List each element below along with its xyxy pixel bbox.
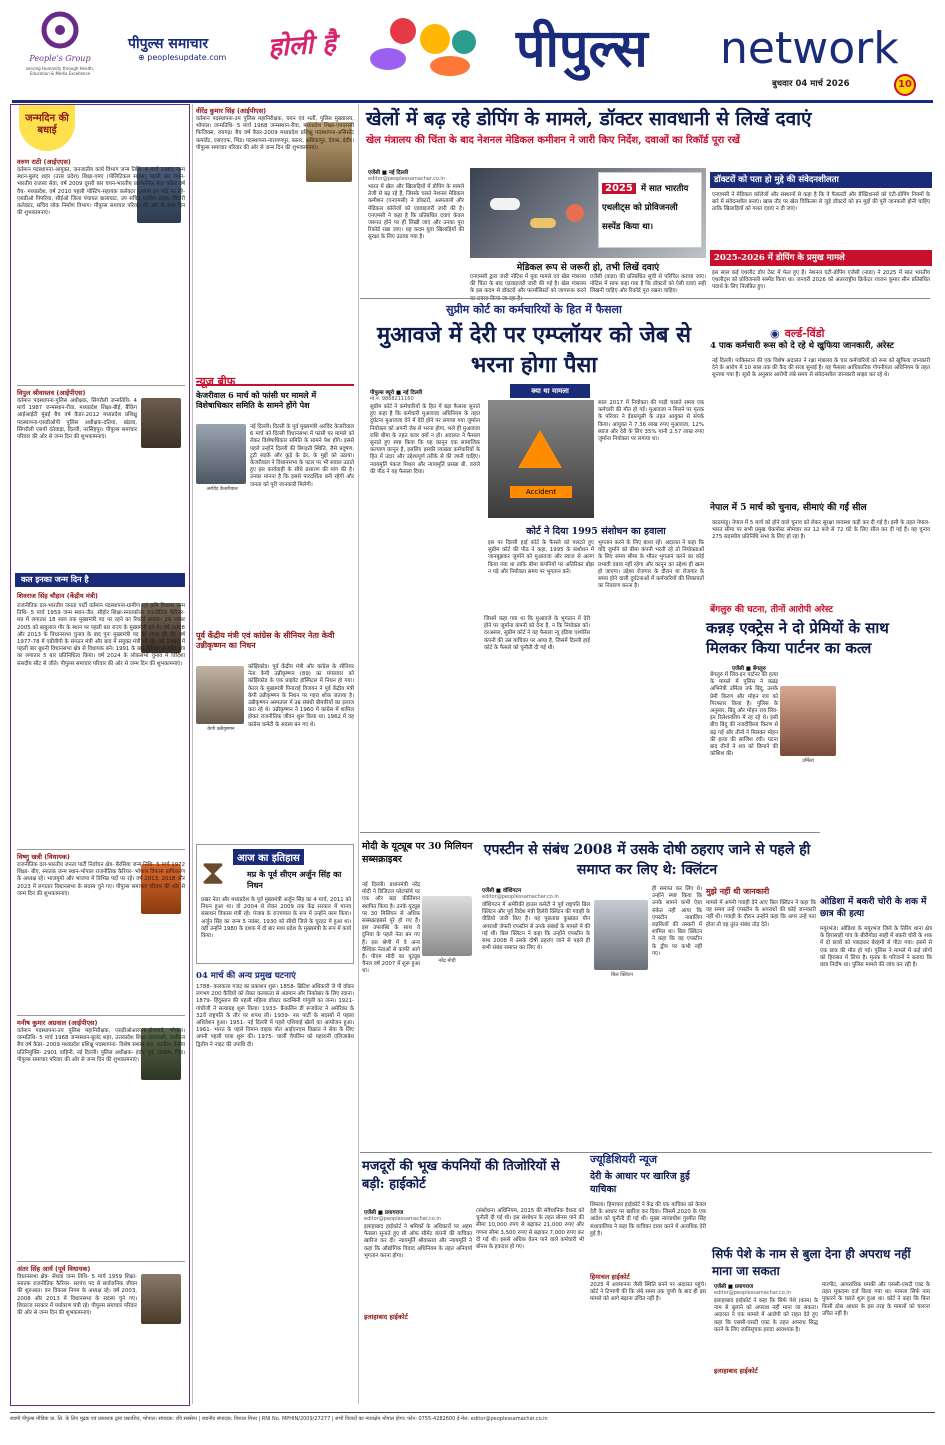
profession-story [710,1246,932,1408]
world2-headline: नेपाल में 5 मार्च को चुनाव, सीमाएं की गईं सील [710,503,867,513]
peoples-group-logo-icon [40,10,80,50]
globe-icon: ⊕ [138,53,145,62]
hunger-headline: मजदूरों की भूख कंपनियों की तिजोरियों से बड़ी: हाईकोर्ट [362,1159,560,1192]
odisha-story [820,896,932,1242]
clinton-body2: ही समाप्त कर लिए थे। उन्होंने स्पष्ट किया कि उनके सामने कभी ऐसा संकेत नहीं आया कि एपस्टीन नाबालिग लड़कियों की तस्करी में शामिल था। बिल क्लिंटन ने कहा कि वह एपस्टीन के द्वीप पर कभी नहीं गए। [652,886,702,957]
tomorrow-birthday-text: कल इनका जन्म दिन है [21,575,89,584]
paper-name: पीपुल्स समाचार [128,36,209,52]
brief1-headline: केजरीवाल 6 मार्च को फांसी घर मामले में विशेषाधिकार समिति के सामने होंगे पेश [196,390,317,410]
accident-label: Accident [510,486,572,498]
hunger-body: इलाहाबाद हाईकोर्ट ने श्रमिकों के अधिकारों पर अहम फैसला सुनाते हुए सी ऑफ सीमेंट कंपनी की याचिका खारिज कर दी। न्यायमूर्ति श्रीवास्तव और न्यायमूर्ति ने कहा कि औद्योगिक विवाद अधिनियम के तहत अनिवार्य भुगतान करना होगा। [364,1224,472,1259]
bengaluru-body-col2 [840,672,930,882]
holi-banner: होली है [267,28,337,64]
brief1-body: नई दिल्ली। दिल्ली के पूर्व मुख्यमंत्री अरविंद केजरीवाल 6 मार्च को दिल्ली विधानसभा में फांसी घर मामले को लेकर विशेषाधिकार समिति के सामने पेश होंगे। इससे पहले उन्होंने दिल्ली की बिगड़ती स्थिति, जैसे प्रदूषण, टूटी सड़कें और कूड़े के ढेर, के मुद्दों को उठाया। केजरीवाल ने विधानसभा के पटल पर भी सवाल उठाते हुए इस कार्यवाही के सीधे प्रसारण की मांग की है। उनका मानना है कि इससे पारदर्शिता बनी रहेगी और जनता को पूरी जानकारी मिलेगी। [250,424,354,488]
profession-body: इलाहाबाद हाईकोर्ट ने कहा कि सिर्फ पेशे (काम) के नाम से बुलाने को अपराध नहीं माना जा सकता। अदालत ने एक मामले में आरोपी को राहत देते हुए कहा कि एससी-एसटी एक्ट के तहत अपराध सिद्ध करने के लिए जातिसूचक इरादा आवश्यक है। [714,1298,818,1333]
stat-year: 2025 [602,183,636,194]
judiciary-body: शिमला। हिमाचल हाईकोर्ट ने केंद्र की एक याचिका को केवल देरी के आधार पर खारिज कर दिया। जिसमें 2020 के एक आदेश को चुनौती दी गई थी। मुख्य न्यायाधीश गुरमीत सिंह संधावालिया ने कहा कि याचिका दायर करने में अत्यधिक देरी हुई है। [590,1202,706,1237]
person-bio: राजनीतिक दल-भारतीय जनता पार्टी निर्वाचन क्षेत्र- बैरसिया जन्म तिथि- 5 मार्च 1972 शिक्षा- बीए, स्नातक जन्म स्थान-भोपाल राजनीतिक कैरियर- भोपाल विकास प्राधिकरण के अध्यक्ष रहे। भाजयुमो और भाजपा में विभिन्न पदों पर रहे। वर्ष 2013, 2018 और 2023 में लगातार विधानसभा के सदस्य चुने गए। पीपुल्स समाचार परिवार की ओर से जन्म दिन की शुभकामनाएं। [17,862,185,897]
kejriwal-caption: अरविंद केजरीवाल [206,487,238,492]
section-rule [360,832,820,833]
person-name: मनीष कुमार अग्रवाल (आईपीएस) [17,1019,98,1027]
person-bio: विधानसभा क्षेत्र- सेंधवा जन्म तिथि- 5 मार्च 1959 शिक्षा-स्नातक राजनीतिक कैरियर- सरपंच पद से सार्वजनिक जीवन की शुरुआत। वन विकास निगम के अध्यक्ष रहे। वर्ष 2003, 2008 और 2013 में विधानसभा के सदस्य चुने गए। शिवराज सरकार में पर्यावरण मंत्री रहे। पीपुल्स समाचार परिवार की ओर से जन्म दिन की शुभकामनाएं। [17,1274,137,1317]
unnikrishnan-caption: केपी उन्नीकृष्णन [207,727,235,732]
history-label: आज का इतिहास [233,849,304,865]
top-story-body [360,168,710,298]
sc-box-label: क्या था मामला [510,384,590,398]
person-name: विष्णु खत्री (विधायक) [17,853,70,861]
news-brief-label-text: न्यूज ब्रीफ [196,375,236,388]
website [138,53,226,62]
clinton-email: editor@peoplessamachar.co.in [482,894,559,900]
clinton-sub-body: मामले में अपनी गवाही देने आए बिल क्लिंटन ने कहा कि वह समय उन्हें एपस्टीन के अपराधों की कोई जानकारी नहीं थी। गवाही के दौरान उन्होंने कहा कि अगर उन्हें पता होता तो वह तुरंत संबंध तोड़ देते। [706,900,816,928]
clinton-caption: बिल क्लिंटन [611,972,633,978]
birthday-entry [17,1261,185,1401]
top-story-col2: एनएमसी द्वारा जारी नोटिस में युवा मामले एवं खेल मंत्रालय की चिंता के बाद एडवाइजरी जारी की गई है। खेल मंत्रालय के इस कदम से डॉक्टरों और फार्मासिस्टों को जागरूक करने [470,274,586,295]
network-title-english: network [720,23,899,74]
sc-box-body: साल 2017 में नियोक्ता की गाड़ी चलाते समय एक कर्मचारी की मौत हो गई। मुआवजा न मिलने पर मृतक के परिवार ने ईडब्ल्यूसी के तहत आयुक्त से संपर्क किया। आयुक्त ने 7.36 लाख रुपए मुआवजा, 12% ब्याज और देरी के लिए 35% यानी 2.57 लाख रुपए जुर्माना नियोक्ता पर लगाया था। [598,400,704,443]
modi-story [360,838,474,1152]
top-story-subhead: खेल मंत्रालय की चिंता के बाद नेशनल मेडिकल कमीशन ने जारी किए निर्देश, दवाओं का रिकॉर्ड पूरा रखें [366,135,740,146]
birthday-entry [17,157,185,357]
top-story-col1: भारत में खेल और खिलाड़ियों में डोपिंग के मामले तेजी से बढ़ रहे हैं, जिसके चलते नेशनल मेडिकल कमीशन (एनएमसी) ने डॉक्टरों, अस्पतालों और मेडिकल कॉलेजों को एडवाइजरी जारी की है। एनएमसी ने कहा है कि प्रतिबंधित दवाएं केवल जरूरत होने पर ही लिखी जाएं और उनका पूरा रिकॉर्ड रखा जाए। यह कदम युवा खिलाड़ियों की सुरक्षा के लिए उठाया गया है। [368,184,464,241]
doctors-headline: डॉक्टरों को पता हो मुद्दे की संवेदनशीलता [710,172,932,188]
modi-headline: मोदी के यूट्यूब पर 30 मिलियन सब्सक्राइबर [362,841,473,865]
warning-sign-icon [518,430,562,468]
person-bio: वर्तमान पदस्थापना-आयुक्त, जनजातीय कार्य विभाग जन्म तिथि- 4 मार्च 1985 जन्म स्थान-बुलंद शहर (उत्तर प्रदेश) शिक्षा-एमए (पोलिटिकल साइंस) पहली बार चयन-भारतीय राजस्व सेवा, वर्ष 2009 दूसरी बार चयन-भारतीय प्रशासनिक सेवा कॉडर वर्ष वैच- मध्यप्रदेश, वर्ष 2010 पहली पोस्टिंग-सहायक कलेक्टर रतलाम इन पदों पर रहे- एसडीओ पिपरिया, सीईओ जिला पंचायत बालाघाट, उप सचिव ग्रामीण सड़क, डिंडोरी कलेक्टर, सचिव लोक निर्माण विभाग। पीपुल्स समाचार परिवार की ओर से जन्म दिन की शुभकामनाएं। [17,167,185,217]
odisha-body: मयूरभंज। ओडिशा के मयूरभंज जिले के तिरिंग थाना क्षेत्र के हिरासाही गांव के बीरीगोडा साही में बकरी चोरी के शक में दो छात्रों को पकड़कर बेरहमी से पीटा गया। इसमें से एक छात्र की मौत हो गई। पुलिस ने मामले में कई लोगों को हिरासत में लिया है। मृतक के परिजनों ने बताया कि छात्र निर्दोष था। पुलिस मामले की जांच कर रही है। [820,926,932,969]
clinton-story [474,838,820,1152]
globe-icon: ◉ [770,327,780,340]
hunger-subhead: इलाहाबाद हाईकोर्ट [364,1312,472,1321]
judiciary-story [590,1152,706,1408]
column-two [194,104,356,1406]
birthday-header-text: जन्मदिन की बधाई [25,113,69,136]
birthday-entry [17,591,185,841]
sc-byline: पीपुल्स ब्यूरो ■ नई दिल्ली [370,390,423,396]
holi-colors-art [330,8,510,88]
pill-image [470,168,706,258]
world1-headline: 4 पाक कर्मचारी रूस को दे रहे थे खुफिया जानकारी, अरेस्ट [710,341,894,351]
bengaluru-body: बेंगलुरु में लिव-इन पार्टनर की हत्या के मामले में पुलिस ने कन्नड़ अभिनेत्री उर्मिला उर्फ बिंदु, उसके प्रेमी किरण और मोहन राय को गिरफ्तार किया है। पुलिस के अनुसार, बिंदु और मोहन राय लिव-इन रिलेशनशिप में रह रहे थे। इसी बीच बिंदु की नजदीकियां किरण से बढ़ गईं और तीनों ने मिलकर मोहन की हत्या की साजिश रची। घटना बाद तीनों ने शव को छिपाने की कोशिश की। [710,672,778,758]
sc-body: सुप्रीम कोर्ट ने कर्मचारियों के हित में बड़ा फैसला सुनाते हुए कहा है कि कर्मचारी मुआवजा अधिनियम के तहत दुर्घटना मुआवजा देने में देरी होने पर लगाया गया जुर्माना नियोक्ता को अपनी जेब से भरना होगा, भले ही मुआवजा राशि बीमा के तहत कवर क्यों न हो। अदालत ने फैसला सुनाते हुए स्पष्ट किया कि यह कानून एक सामाजिक कल्याण कानून है, इसलिए इसकी व्याख्या कर्मचारियों के हित में उदार और उद्देश्यपूर्ण तरीके से की जानी चाहिए। न्यायमूर्ति पंकज मिथल और न्यायमूर्ति प्रसन्ना बी. वराले की पीठ ने यह फैसला दिया। [370,404,480,475]
brief2-body: कोझिकोड। पूर्व केंद्रीय मंत्री और कांग्रेस के सीनियर नेता केपी उन्नीकृष्णन (89) का मंगलवार को कोझिकोड के एक प्राइवेट हॉस्पिटल में निधन हो गया। केरल के मुख्यमंत्री पिनाराई विजयन ने पूर्व केंद्रीय मंत्री केपी उन्नीकृष्णन के निधन पर गहरा शोक जताया है। उन्नीकृष्णन अस्पताल में उम्र संबंधी बीमारियों का इलाज करा रहे थे। उन्नीकृष्णन ने 1960 में कांग्रेस में शामिल होकर राजनीतिक जीवन शुरू किया था। 1962 में वह कांग्रेस कमेटी के सदस्य बन गए थे। [248,664,354,728]
accident-image [488,400,594,518]
birthday-entry [17,849,185,1009]
urmila-photo [780,686,836,756]
masthead-divider [12,100,933,103]
bengaluru-byline: एजेंसी ■ बेंगलुरु [732,666,766,672]
top-story-col3: एजेंसी (वाडा) की प्रतिबंधित सूची से परिचित कराया जाए। नोटिस में साफ कहा गया है कि डॉक्टरों को ऐसी दवाएं सही लिखनी चाहिए और रिकॉर्ड पूरा रखना चाहिए। [590,274,706,295]
issue-date: बुधवार 04 मार्च 2026 [772,79,850,89]
modi-body: नई दिल्ली। प्रधानमंत्री नरेंद्र मोदी ने डिजिटल प्लेटफॉर्म पर एक और बड़ा कीर्तिमान स्थापित किया है। उनके यूट्यूब पर 30 मिलियन से अधिक सब्सक्राइबर्स पूरे हो गए हैं। इस उपलब्धि के साथ वे दुनिया के पहले नेता बन गए हैं। इस श्रेणी में वे अन्य वैश्विक नेताओं से काफी आगे हैं। पीएम मोदी का यूट्यूब चैनल वर्ष 2007 में शुरू हुआ था। [362,882,420,975]
tomorrow-birthday-header [15,573,185,587]
profession-body2: मारपीट, आपराधिक धमकी और एससी-एसटी एक्ट के तहत मुकदमा दर्ज किया गया था। मामला सिर्फ नाम पुकारने के चलते शुरू हुआ था। कोर्ट ने कहा कि बिना किसी ठोस आधार के इस तरह के मामलों को चलाना उचित नहीं है। [822,1282,930,1317]
judiciary-label: ज्यूडिशियरी न्यूज [590,1153,658,1166]
profession-byline: एजेंसी ■ प्रयागराज [714,1284,754,1290]
clinton-subhead: मुझे नहीं थी जानकारी [706,886,770,896]
profession-email: editor@peoplessamachar.co.in [714,1290,791,1296]
birthday-column [10,104,190,1406]
group-tagline: serving Humanity through Health, Education & Media Excellence [25,66,95,76]
officer-bio: वर्तमान पदस्थापना-उप पुलिस महानिरीक्षक, चयन एवं भर्ती, पुलिस मुख्यालय, भोपाल। जन्मतिथि- 5 मार्च 1968 जन्मस्थान-रीवा, मध्यप्रदेश शिक्षा-एमएससी फिजिक्स, रायगढ़। बैच वर्ष कैडर-2009 मध्यप्रदेश प्रशिक्षु पदस्थापना-असिस्टेंट कमांडेंट, एसएएफ, भिंड। पदस्थापना-नारायणपुर, बस्तर, अंबिकापुर, देवास, इंदौर। पीपुल्स समाचार परिवार की ओर से जन्म दिन की शुभकामनाएं। [196,116,354,151]
stat-box [598,172,702,248]
birthday-entry [17,1015,185,1255]
clinton-photo [594,900,648,970]
kejriwal-photo [196,424,246,484]
sc-sub-body2: भुगतान करने के लिए बाध्य रहें। अदालत ने कहा कि यदि जुर्माने को बीमा कंपनी भरती रहे तो नियोक्ताओं के लिए समय सीमा के भीतर भुगतान करने का कोई प्रभावी दबाव नहीं रहेगा और कानून का उद्देश्य ही खत्म हो जाएगा। उद्देश्य रोजगार के दौरान या रोजगार के समय होने वाली दुर्घटनाओं में कर्मचारियों की शिकायतों का निवारण करना है। [598,540,704,590]
sc-box [484,384,706,612]
section-rule [360,1152,932,1153]
judiciary-sub-body: 2025 में अवमानना जैसी स्थिति बनने पर अदालत पहुंचे। कोर्ट ने टिप्पणी की कि लंबे समय तक चुप्पी के बाद ही इस मामले को आगे बढ़ाना उचित नहीं है। [590,1282,706,1303]
history-box [196,844,354,964]
hunger-email: editor@peoplessamachar.co.in [364,1216,441,1222]
world-window-text: वर्ल्ड-विंडो [784,327,825,340]
masthead [0,0,945,100]
history-headline: मप्र के पूर्व सीएम अर्जुन सिंह का निधन [247,869,342,890]
person-name: विपुल श्रीवास्तव (आईपीएस) [17,389,86,397]
news-brief-label [196,370,354,386]
doping-cases-body: इस साल कई एथलीट डोप टेस्ट में फेल हुए हैं। नेशनल एंटी-डोपिंग एजेंसी (नाडा) ने 2025 में सात भारतीय एथलीट्स को प्रोविजनली सस्पेंड किया था। जनवरी 2026 को अंतरराष्ट्रीय क्रिकेटर रवजन कुमार सीन प्रतिबंधित पदार्थ के लिए निलंबित हुए। [712,270,930,291]
person-bio: वर्तमान पदस्थापना-पुलिस अधीक्षक, सिंगरौली जन्मतिथि- 4 मार्च 1987 जन्मस्थान-रीवा, मध्यप्रदेश शिक्षा-बीई, बैंकिंग आईआईटी मुंबई बैच वर्ष कैडर-2012 मध्यप्रदेश प्रशिक्षु पदस्थापना-एसडीओपी पुलिस अधीक्षक-दतिया, खंडवा, सिंगरौली एसपी दंतेवाड़ा, दिल्ली, नरसिंहपुर। पीपुल्स समाचार परिवार की ओर से जन्म दिन की शुभकामनाएं। [17,398,137,441]
clinton-byline: एजेंसी ■ वॉशिंगटन [482,888,522,894]
person-photo [141,1274,181,1324]
profession-headline: सिर्फ पेशे के नाम से बुला देना ही अपराध नहीं माना जा सकता [712,1247,911,1278]
unnikrishnan-photo [196,666,244,724]
hourglass-icon: ⧗ [201,853,225,893]
judiciary-subhead: हिमाचल हाईकोर्ट [590,1273,630,1281]
column-rule [358,104,359,1404]
page-number-badge: 10 [894,74,916,96]
stat-text: में सात भारतीय एथलीट्स को प्रोविजनली सस्पेंड किया था। [602,184,689,232]
sc-sub-body: इस पर दिल्ली हाई कोर्ट के फैसले को पलटते हुए सुप्रीम कोर्ट की पीठ ने कहा, 1995 के संशोधन में जानबूझकर जुर्माने को मुआवजा और ब्याज से अलग किया गया था ताकि बीमा कंपनियों पर अतिरिक्त बोझ न पड़े और नियोक्ता समय पर भुगतान करें। [488,540,594,575]
person-photo [141,398,181,448]
events-headline: 04 मार्च की अन्य प्रमुख घटनाएं [196,971,296,981]
person-bio: वर्तमान पदस्थापना-उप पुलिस महानिरीक्षक, एसडीओआरएफ-होमगार्ड, भोपाल। जन्मतिथि- 5 मार्च 1968 जन्मस्थान-बुलंद शहर, उत्तरप्रदेश शिक्षा-एमएससी, एमफिल बैच वर्ष कैडर- 2009 मध्यप्रदेश प्रशिक्षु पदस्थापना- विशेष सशस्त्र बल, उज्जैन। केंद्रीय प्रतिनियुक्ति- 2901 वाहिनी, नई दिल्ली। पुलिस अधीक्षक- इंदौर पूर्व, रतलाम, भिंड। पीपुल्स समाचार परिवार की ओर से जन्म दिन की शुभकामनाएं। [17,1028,185,1063]
top-story-email: editor@peoplessamachar.co.in [368,176,445,182]
footer-imprint [10,1412,935,1436]
bengaluru-headline: बेंगलुरु की घटना, तीनों आरोपी अरेस्ट [710,605,833,615]
person-name: वरुण राठी (आईएएस) [17,158,71,166]
doctors-body: एनएमसी ने मेडिकल कॉलेजों और संस्थानों से कहा है कि वे फैकल्टी और प्रैक्टिशनर्स को एंटी-डोपिंग नियमों के बारे में संवेदनशील बनाएं। खास तौर पर खेल चिकित्सा से जुड़े डॉक्टरों को इन मुद्दों की पूरी जानकारी होनी चाहिए ताकि खिलाड़ियों को गलत दवाएं न दी जाएं। [712,192,930,213]
world2-body: काठमांडू। नेपाल में 5 मार्च को होने वाले चुनाव को लेकर सुरक्षा व्यवस्था कड़ी कर दी गई है। इसी के तहत नेपाल-भारत सीमा पर सभी प्रमुख चेकपोस्ट सोमवार रात 12 बजे से 72 घंटे के लिए सील कर दी गई हैं। यह चुनाव 275 सदस्यीय प्रतिनिधि सभा के लिए हो रहा है। [712,520,930,541]
sc-sub-headline: कोर्ट ने दिया 1995 संशोधन का हवाला [526,526,666,537]
group-logo [20,10,100,90]
clinton-body: वॉशिंगटन में अमेरिकी हाउस कमेटी ने पूर्व राष्ट्रपति बिल क्लिंटन और पूर्व विदेश मंत्री हिलेरी क्लिंटन की गवाही के वीडियो जारी किए हैं। यह पूछताछ कुख्यात यौन अपराधी जेफरी एपस्टीन से उनके संबंधों के मामले में की गई थी। बिल क्लिंटन ने कहा कि उन्होंने एपस्टीन के साथ 2008 में उसके दोषी ठहराए जाने से पहले ही सभी संबंध समाप्त कर लिए थे। [482,902,590,952]
section-rule [360,298,930,299]
world-window-label [770,322,910,338]
top-story-byline: एजेंसी ■ नई दिल्ली [368,170,409,176]
column-rule [192,104,193,1404]
clinton-headline: एपस्टीन से संबंध 2008 में उसके दोषी ठहराए जाने से पहले ही समाप्त कर लिए थे: क्लिंटन [483,842,811,878]
modi-caption: नरेंद्र मोदी [438,958,456,964]
group-name: People's Group [29,54,91,63]
events-body: 1788- कलकत्ता गजट का प्रकाशन शुरू। 1858- ब्रिटिश अधिकारी जे पी वॉकर लगभग 200 कैदियों को लेकर कलकत्ता से अंडमान और निकोबार के लिए रवाना। 1879- हिंदुस्तान की पहली महिला डॉक्टर कदम्बिनी गांगुली का जन्म। 1921- गांधीजी ने सत्याग्रह शुरू किया। 1933- फ्रैंकलिन डी रूजवेल्ट ने अमेरिका के 32वें राष्ट्रपति के तौर पर शपथ ली। 1939- नार पार्टी के सदस्यों में पहला अधिवेशन हुआ। 1951- नई दिल्ली में पहले एशियाई खेलों का आयोजन हुआ। 1961- भारत के पहले विमान वाहक पोत आईएनएस विक्रांत ने सेवा के लिए अपनी पहली यात्रा शुरू की। 1975- चार्ली चैपलिन को महारानी एलिजाबेथ द्वितीय ने नाइट की उपाधि दी। [196,984,354,1048]
world1-body: नई दिल्ली। पाकिस्तान की एक विशेष अदालत ने रक्षा मंत्रालय के चार कर्मचारियों को रूस को खुफिया जानकारी देने के आरोप में 10 साल तक की कैद की सजा सुनाई है। यह फैसला आधिकारिक गोपनीयता अधिनियम के तहत सुनाया गया है। सूत्रों के अनुसार आरोपी लंबे समय से संवेदनशील जानकारी साझा कर रहे थे। [712,358,930,379]
sc-story [360,300,706,786]
sc-headline: मुआवजे में देरी पर एम्प्लॉयर को जेब से भरना होगा पैसा [377,322,691,378]
officer-name: वीरेंद्र कुमार सिंह (आईपीएस) [196,107,267,115]
website-text: peoplesupdate.com [147,53,227,62]
profession-subhead: इलाहाबाद हाईकोर्ट [714,1366,818,1375]
hunger-story [360,1156,586,1406]
person-bio: राजनीतिक दल-भारतीय जनता पार्टी वर्तमान पदस्थापना-ग्रामीण एवं कृषि विकास जन्म तिथि- 5 मार्च 1959 जन्म स्थान-जैत, सीहोर शिक्षा-स्नातकोत्तर राजनीतिक कैरियर- मप्र में लगातार 18 साल तक मुख्यमंत्री पद पर रहने का रिकॉर्ड बनाया। 29 नवंबर 2005 को बाबूलाल गौर के स्थान पर पहली बार राज्य के मुख्यमंत्री बने थे। वर्ष 2008 और 2013 के विधानसभा चुनाव के बाद पुनः मुख्यमंत्री पद की शपथ ली थी। वर्ष 1977-78 में एबीवीपी के संगठन मंत्री और बाद में संयुक्त मंत्री भी रहे। वर्ष 1990 में पहली बार बुधनी विधानसभा क्षेत्र से विधायक बने। 1991 के बाद विदिशा संसदीय क्षेत्र का लगातार 5 बार प्रतिनिधित्व किया। वर्ष 2024 के लोकसभा चुनाव में विदिशा संसदीय सीट से जीते। पीपुल्स समाचार परिवार की ओर से जन्म दिन की शुभकामनाएं। [17,603,185,667]
person-name: शिवराज सिंह चौहान (केंद्रीय मंत्री) [17,592,99,600]
sc-phone: मो.नं. 9868211160 [370,396,414,402]
footer-text: स्वामी पीपुल्स मीडिया प्रा. लि. के लिए मुद्रक एवं प्रकाशक द्वारा प्रकाशित, भोपाल। संपादक: रवि सक्सेना | स्थानीय संपादक: विशाल मिश्रा | RNI No. MPHIN/2009/27277 | सभी विवादों का न्यायक्षेत्र भोपाल होगा। फोन: 0755-4282600 ई-मेल: editor@peoplessamachar.co.in [10,1416,548,1422]
birthday-entry [17,385,185,545]
modi-photo [422,896,472,956]
hunger-body2: (संशोधन) अधिनियम, 2015 की संवैधानिक वैधता को चुनौती दी गई थी। इस संशोधन के तहत बोनस पाने की सीमा 10,000 रुपए से बढ़ाकर 21,000 रुपए और गणना सीमा 3,500 रुपए से बढ़ाकर 7,000 रुपए कर दी गई थी। इससे अधिक वेतन पाने वाले कर्मचारी भी बोनस के हकदार हो गए। [476,1208,584,1251]
hunger-byline: एजेंसी ■ प्रयागराज [364,1210,404,1216]
urmila-caption: उर्मिला [802,758,814,764]
judiciary-headline: देरी के आधार पर खारिज हुई याचिका [590,1171,690,1195]
odisha-headline: ओडिशा में बकरी चोरी के शक में छात्र की हत्या [820,897,927,919]
top-story-headline: खेलों में बढ़ रहे डोपिंग के मामले, डॉक्टर सावधानी से लिखें दवाएं [366,108,812,130]
history-body: प्रखर नेता और मध्यप्रदेश के पूर्व मुख्यमंत्री अर्जुन सिंह का 4 मार्च, 2011 को निधन हुआ था। वो 2004 से लेकर 2009 तक केंद्र सरकार में मानव संसाधन विकास मंत्री रहे। पंजाब के राज्यपाल के रूप में उन्होंने काम किया। अर्जुन सिंह का जन्म 5 नवंबर, 1930 को सीधी जिले के चुरहट में हुआ था। वहीं उन्होंने 1980 के दशक में दो बार मध्य प्रदेश के मुख्यमंत्री के रूप में कार्य किया। [201,897,351,940]
person-name: अंतर सिंह आर्य (पूर्व विधायक) [17,1265,91,1273]
pill-caption: मेडिकल रूप से जरूरी हो, तभी लिखें दवाएं [516,263,660,273]
network-title-hindi: पीपुल्स [516,18,648,79]
doping-cases-headline: 2025-2026 में डोपिंग के प्रमुख मामले [710,250,932,266]
bengaluru-big-headline: कन्नड़ एक्ट्रेस ने दो प्रेमियों के साथ मिलकर किया पार्टनर का कत्ल [706,619,889,657]
birthday-header [19,105,75,151]
sc-kicker: सुप्रीम कोर्ट का कर्मचारियों के हित में फैसला [446,303,622,316]
sc-body2: जिसमें कहा गया था कि मुआवजे के भुगतान में देरी होने पर जुर्माना कंपनी को देना है, न कि नियोक्ता को। दरअसल, सुप्रीम कोर्ट ने यह फैसला न्यू इंडिया एश्योरेंस कंपनी की उस याचिका पर आया है, जिसमें दिल्ली हाई कोर्ट के फैसले को चुनौती दी गई थी। [484,616,590,651]
brief2-headline: पूर्व केंद्रीय मंत्री एवं कांग्रेस के सीनियर नेता केवी उन्नीकृष्णन का निधन [196,630,335,650]
